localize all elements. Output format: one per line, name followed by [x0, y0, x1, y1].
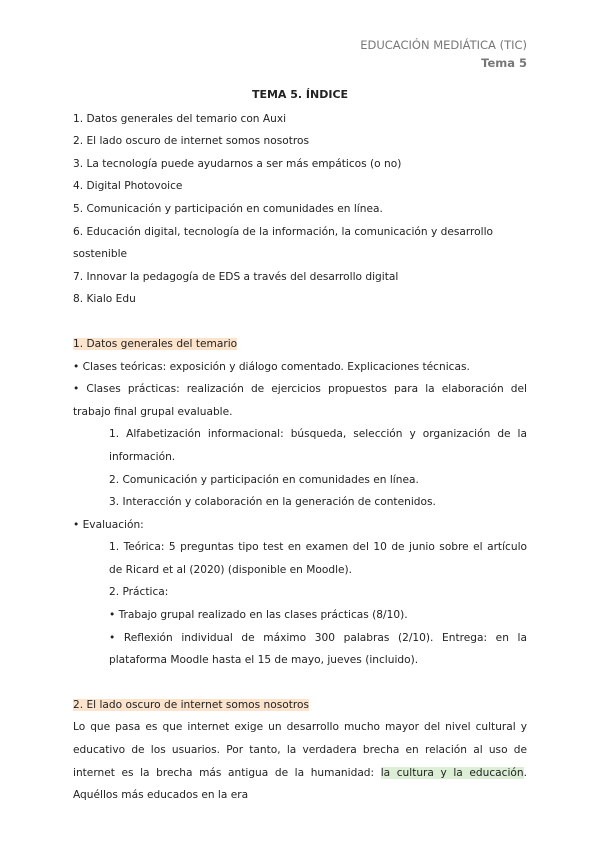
practical-item-3: 3. Interacción y colaboración en la generación de contenidos.	[109, 496, 436, 509]
practical-item-2: 2. Comunicación y participación en comunidades en línea.	[109, 473, 419, 486]
practice-reflection: • Reflexión individual de máximo 300 palabras (2/10). Entrega: en la plataforma Moodle hasta el 15 de mayo, jueves (incluido).	[109, 631, 527, 667]
index-item-5: 5. Comunicación y participación en comunidades en línea.	[73, 202, 383, 215]
section1-heading: 1. Datos generales del temario	[73, 337, 238, 350]
course-name: EDUCACIÓN MEDIÁTICA (TIC)	[360, 38, 527, 52]
section2-paragraph	[73, 716, 527, 806]
page-title: TEMA 5. ÍNDICE	[251, 88, 349, 101]
section2-highlight: la cultura y la educación	[380, 766, 524, 779]
document-body	[73, 84, 527, 807]
practice-group-work: • Trabajo grupal realizado en las clases prácticas (8/10).	[109, 609, 408, 622]
index-item-8: 8. Kialo Edu	[73, 293, 136, 306]
index-item-1: 1. Datos generales del temario con Auxi	[73, 112, 287, 125]
page-header	[360, 36, 527, 72]
evaluation-theory: 1. Teórica: 5 preguntas tipo test en examen del 10 de junio sobre el artículo de Ricard et al (2020) (disponible en Moodle).	[109, 541, 527, 576]
spacer	[73, 311, 527, 333]
section2-text-before: Lo que pasa es que internet exige un desarrollo mucho mayor del nivel cultural y educativo de los usuarios. Por tanto, la verdadera brecha en relación al uso de internet es la brecha más antigua de la humanidad:	[73, 721, 527, 779]
topic-label: Tema 5	[481, 56, 527, 70]
index-item-7: 7. Innovar la pedagogía de EDS a través del desarrollo digital	[73, 270, 399, 283]
index-item-4: 4. Digital Photovoice	[73, 180, 183, 193]
bullet-practical-classes: • Clases prácticas: realización de ejercicios propuestos para la elaboración del trabajo final grupal evaluable.	[73, 383, 527, 418]
section2-text-after: . Aquéllos más educados en la era	[73, 766, 527, 802]
section2-heading: 2. El lado oscuro de internet somos nosotros	[73, 698, 310, 711]
index-item-2: 2. El lado oscuro de internet somos nosotros	[73, 135, 310, 148]
index-list	[73, 108, 527, 311]
bullet-evaluation: • Evaluación:	[73, 518, 144, 531]
index-item-6: 6. Educación digital, tecnología de la información, la comunicación y desarrollo sostenible	[73, 225, 493, 261]
spacer	[73, 672, 527, 694]
practical-item-1: 1. Alfabetización informacional: búsqueda, selección y organización de la información.	[109, 428, 527, 463]
bullet-theory-classes: • Clases teóricas: exposición y diálogo comentado. Explicaciones técnicas.	[73, 360, 470, 373]
index-item-3: 3. La tecnología puede ayudarnos a ser más empáticos (o no)	[73, 157, 402, 170]
evaluation-practice: 2. Práctica:	[109, 586, 169, 599]
